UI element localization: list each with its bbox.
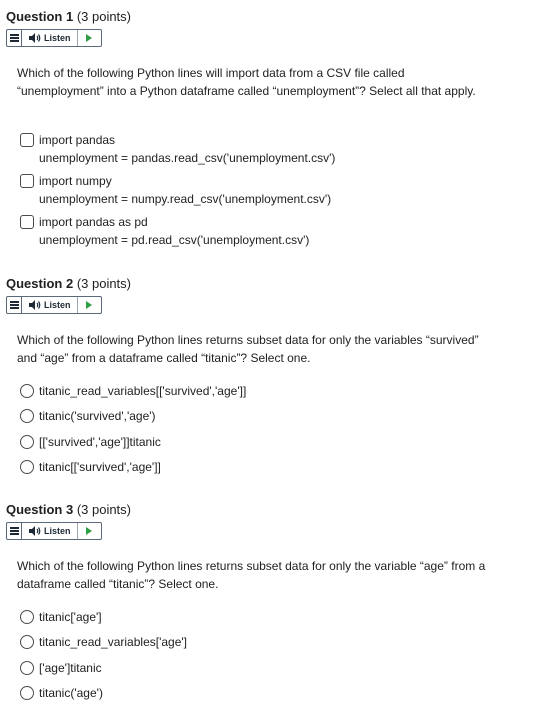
option-label: ['age']titanic [39, 661, 102, 675]
question-number: Question 1 [6, 9, 74, 24]
answer-option[interactable] [20, 213, 309, 249]
option-label: titanic['age'] [39, 610, 102, 624]
menu-icon[interactable] [7, 297, 22, 313]
listen-button[interactable] [22, 30, 78, 46]
speaker-icon [29, 300, 41, 310]
question-points: (3 points) [76, 9, 132, 24]
option-label: titanic('age') [39, 686, 103, 700]
answer-option[interactable] [20, 407, 156, 425]
question-points: (3 points) [76, 276, 132, 291]
play-icon [86, 527, 92, 535]
listen-button[interactable] [22, 297, 78, 313]
option-radio[interactable] [20, 409, 34, 423]
answer-option[interactable] [20, 659, 102, 677]
answer-option[interactable] [20, 458, 161, 476]
option-line-1: import pandas [39, 133, 116, 147]
option-label: titanic[['survived','age']] [39, 460, 161, 474]
play-button[interactable] [78, 523, 101, 539]
listen-button[interactable] [22, 523, 78, 539]
listen-label: Listen [44, 300, 71, 310]
option-radio[interactable] [20, 635, 34, 649]
menu-icon[interactable] [7, 30, 22, 46]
option-line-1: import pandas as pd [39, 215, 148, 229]
question-3 [0, 502, 538, 717]
question-number: Question 3 [6, 502, 74, 517]
listen-label: Listen [44, 526, 71, 536]
listen-label: Listen [44, 33, 71, 43]
speaker-icon [29, 526, 41, 536]
speaker-icon [29, 33, 41, 43]
answer-option[interactable] [20, 633, 187, 651]
option-line-1: import numpy [39, 174, 112, 188]
question-1 [0, 9, 538, 259]
option-line-2: unemployment = pandas.read_csv('unemployment.csv') [39, 151, 336, 165]
option-radio[interactable] [20, 610, 34, 624]
question-2 [0, 276, 538, 486]
question-points: (3 points) [76, 502, 132, 517]
listen-toolbar [6, 296, 102, 314]
answer-option[interactable] [20, 382, 246, 400]
play-icon [86, 34, 92, 42]
question-title [6, 9, 131, 25]
play-button[interactable] [78, 30, 101, 46]
option-checkbox[interactable] [20, 133, 34, 147]
answer-option[interactable] [20, 131, 335, 167]
option-radio[interactable] [20, 460, 34, 474]
play-icon [86, 301, 92, 309]
option-label: titanic('survived','age') [39, 409, 156, 423]
question-title [6, 502, 131, 518]
question-number: Question 2 [6, 276, 74, 291]
answer-option[interactable] [20, 172, 331, 208]
answer-option[interactable] [20, 608, 102, 626]
option-line-2: unemployment = numpy.read_csv('unemployment.csv') [39, 192, 332, 206]
menu-icon[interactable] [7, 523, 22, 539]
play-button[interactable] [78, 297, 101, 313]
listen-toolbar [6, 522, 102, 540]
answer-option[interactable] [20, 684, 103, 702]
option-line-2: unemployment = pd.read_csv('unemployment.csv') [39, 233, 310, 247]
option-radio[interactable] [20, 435, 34, 449]
question-prompt: Which of the following Python lines returns subset data for only the variable “age” from a dataframe called “titanic”? Select one. [17, 559, 486, 591]
listen-toolbar [6, 29, 102, 47]
question-prompt: Which of the following Python lines returns subset data for only the variables “survived” and “age” from a dataframe called “titanic”? Select one. [17, 333, 479, 365]
option-radio[interactable] [20, 661, 34, 675]
option-checkbox[interactable] [20, 174, 34, 188]
question-title [6, 276, 131, 292]
option-label: [['survived','age']]titanic [39, 435, 161, 449]
option-label: titanic_read_variables[['survived','age']] [39, 384, 247, 398]
answer-option[interactable] [20, 433, 161, 451]
option-radio[interactable] [20, 384, 34, 398]
option-radio[interactable] [20, 686, 34, 700]
question-prompt: Which of the following Python lines will import data from a CSV file called “unemployment” into a Python dataframe called “unemployment”? Select all that apply. [17, 66, 476, 98]
option-checkbox[interactable] [20, 215, 34, 229]
option-label: titanic_read_variables['age'] [39, 635, 188, 649]
